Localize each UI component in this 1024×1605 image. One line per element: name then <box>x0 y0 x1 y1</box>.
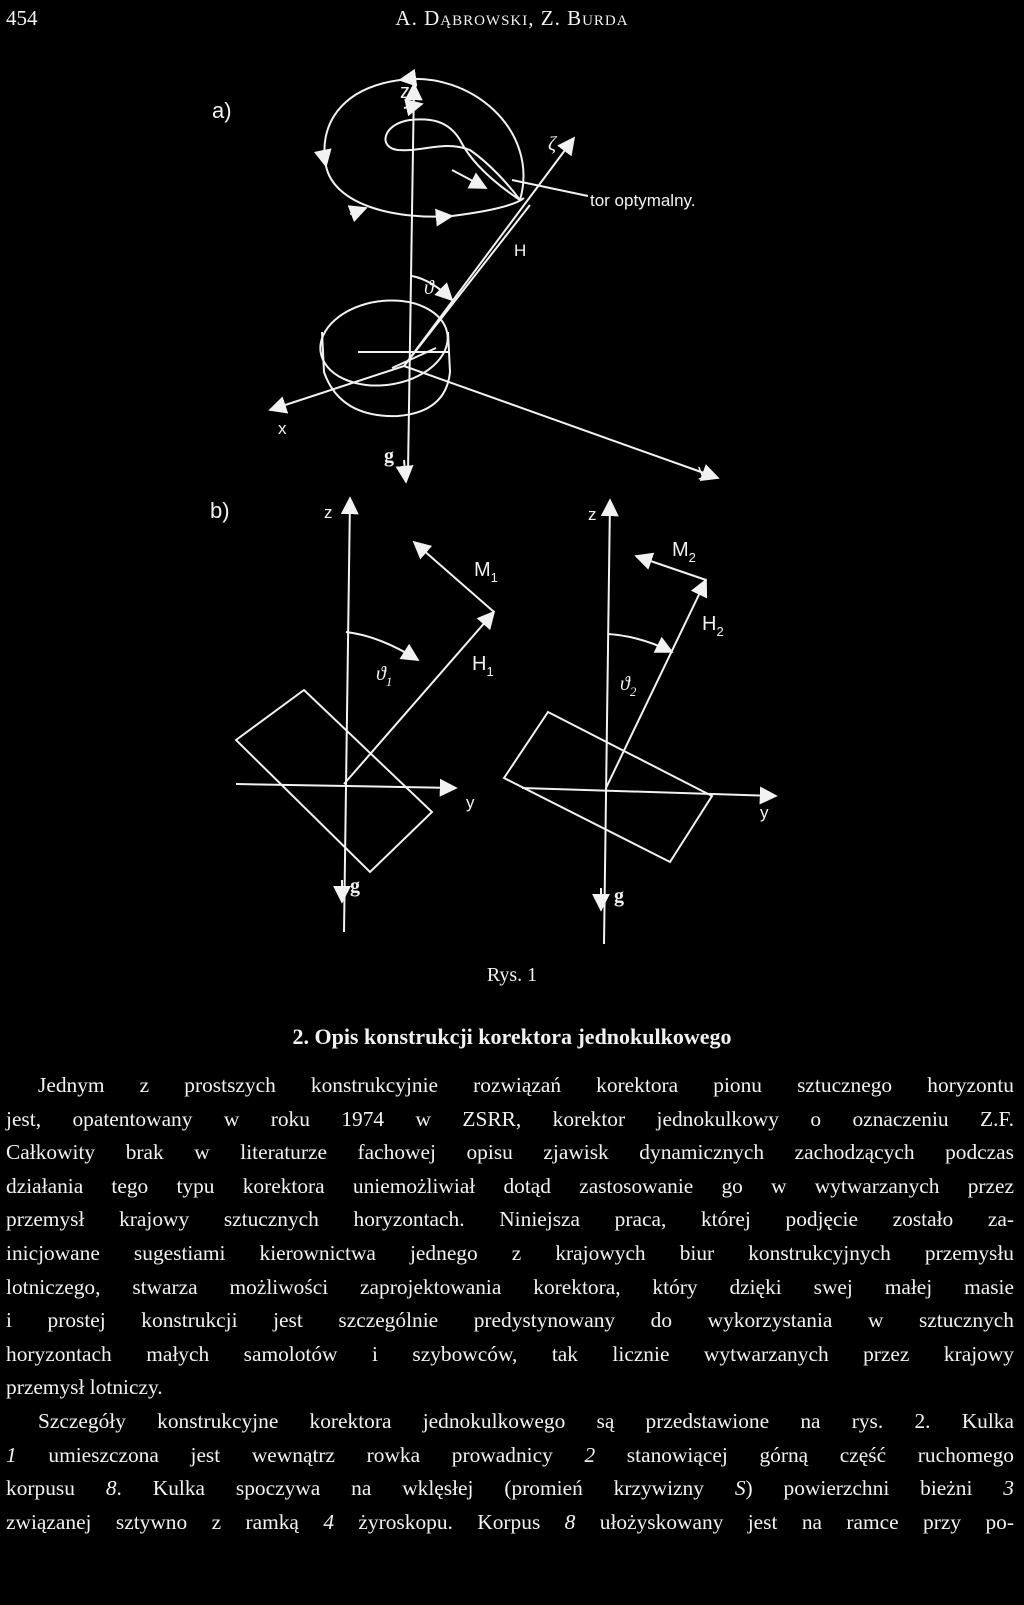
g-arrow-a <box>404 460 406 482</box>
figure-1 <box>0 60 1024 960</box>
text-line: przemysł krajowy sztucznych horyzontach. Niniejsza praca, której podjęcie zostało za- <box>6 1207 1014 1232</box>
label-theta2: $ϑ_2$ <box>620 673 637 699</box>
H1-vector <box>344 612 494 784</box>
figure-1-drawing <box>0 60 1024 960</box>
page-header <box>0 6 1024 36</box>
panel-b-left-diagram <box>236 498 494 932</box>
rotor-rect-b2 <box>504 712 712 862</box>
label-g-b1: g <box>350 875 360 897</box>
label-zeta: ζ <box>548 133 557 155</box>
tor-arrow-2 <box>350 208 366 214</box>
label-M2: $M_2$ <box>672 539 696 565</box>
running-head-authors: A. Dąbrowski, Z. Burda <box>395 6 629 30</box>
text-line: Jednym z prostszych konstrukcyjnie rozwiązań korektora pionu sztucznego horyzontu <box>38 1073 1014 1097</box>
theta2-arc <box>608 634 672 652</box>
page-number: 454 <box>6 6 38 30</box>
text-line: korpusu 8. Kulka spoczywa na wklęsłej (promień krzywizny S) powierzchni bieżni 3 <box>6 1476 1014 1501</box>
theta1-arc <box>346 632 418 660</box>
text-line: i prostej konstrukcji jest szczególnie predystynowany do wykorzystania w sztucznych <box>6 1308 1014 1333</box>
label-M1: $M_1$ <box>474 559 498 585</box>
text-line: inicjowane sugestiami kierownictwa jednego z krajowych biur konstrukcyjnych przemysłu <box>6 1240 1014 1265</box>
text-line: działania tego typu korektora uniemożliwiał dotąd zastosowanie go w wytwarzanych przez <box>6 1173 1014 1198</box>
body-text <box>6 1069 1014 1539</box>
label-z-a: z <box>400 81 410 103</box>
label-H-a: H <box>514 241 527 260</box>
text-line: związanej sztywno z ramką 4 żyroskopu. Korpus 8 ułożyskowany jest na ramce przy po- <box>6 1509 1014 1534</box>
label-H1: $H_1$ <box>472 653 494 679</box>
text-line: horyzontach małych samolotów i szybowców, tak licznie wytwarzanych przez krajowy <box>6 1341 1014 1366</box>
gyro-rotor-body <box>322 332 450 416</box>
text-line: jest, opatentowany w roku 1974 w ZSRR, korektor jednokulkowy o oznaczeniu Z.F. <box>6 1106 1014 1131</box>
y-axis-a <box>404 366 718 478</box>
label-tor-optymalny: tor optymalny. <box>590 191 696 210</box>
paragraph-2 <box>6 1405 1014 1539</box>
label-theta1: $ϑ_1$ <box>376 663 393 689</box>
label-theta-a: ϑ <box>424 277 434 299</box>
label-x: x <box>278 419 287 438</box>
panel-a-label: a) <box>212 98 232 123</box>
z-axis-b2 <box>604 500 610 944</box>
label-y-b2: y <box>760 803 769 822</box>
z-axis-b1 <box>344 498 350 932</box>
panel-a-diagram <box>270 79 718 482</box>
x-axis-a <box>270 366 404 410</box>
gyro-rotor-top <box>315 293 453 394</box>
text-line: 1 umieszczona jest wewnątrz rowka prowadnicy 2 stanowiącej górną część ruchomego <box>6 1442 1014 1467</box>
label-H2: $H_2$ <box>702 613 724 639</box>
panel-b-right-diagram <box>504 500 776 944</box>
label-y-b1: y <box>466 793 475 812</box>
H-vector-a <box>404 205 530 366</box>
label-z-b2: z <box>588 505 597 524</box>
text-line: przemysł lotniczy. <box>6 1375 163 1400</box>
figure-caption: Rys. 1 <box>486 964 538 986</box>
tor-arrow-1 <box>452 170 486 188</box>
panel-b-label: b) <box>210 498 230 523</box>
y-axis-b2 <box>522 788 776 796</box>
tor-loop-inner <box>386 119 521 200</box>
label-y-a: y <box>698 461 707 480</box>
text-line: lotniczego, stwarza możliwości zaprojektowania korektora, który dzięki swej małej masie <box>6 1274 1014 1299</box>
paragraph-1 <box>6 1069 1014 1405</box>
label-g-a: g <box>384 445 394 467</box>
text-line: Całkowity brak w literaturze fachowej opisu zjawisk dynamicznych zachodzących podczas <box>6 1140 1014 1165</box>
section-heading: 2. Opis konstrukcji korektora jednokulkowego <box>292 1024 732 1049</box>
label-g-b2: g <box>614 885 624 907</box>
label-z-b1: z <box>324 503 333 522</box>
text-line: Szczegóły konstrukcyjne korektora jednokulkowego są przedstawione na rys. 2. Kulka <box>38 1408 1014 1433</box>
